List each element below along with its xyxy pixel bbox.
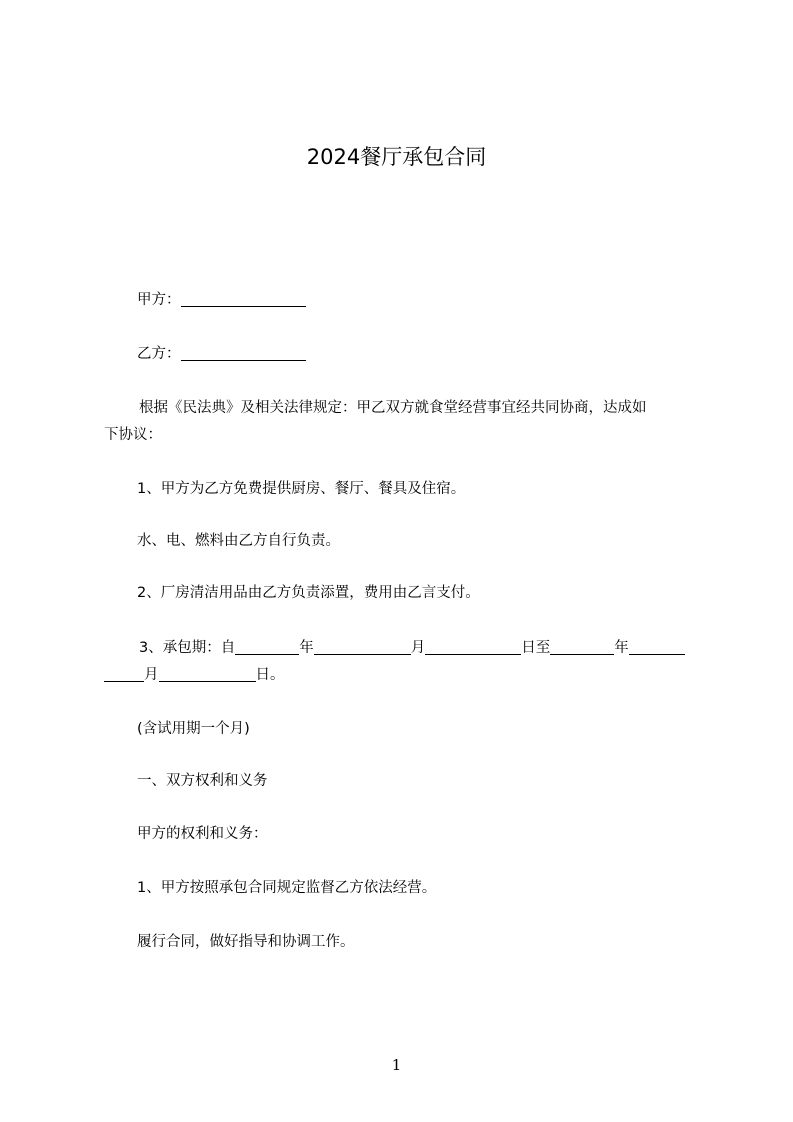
end-month-blank-continued bbox=[104, 667, 144, 683]
intro-line-1: 根据《民法典》及相关法律规定：甲乙双方就食堂经营事宜经共同协商，达成如 bbox=[139, 400, 647, 416]
start-day-to-label: 日至 bbox=[521, 640, 551, 656]
document-title: 2024餐厅承包合同 bbox=[306, 145, 487, 169]
end-year-blank bbox=[550, 640, 614, 656]
clause-2: 2、厂房清洁用品由乙方负责添置，费用由乙言支付。 bbox=[137, 585, 480, 601]
end-day-label: 日。 bbox=[255, 667, 285, 683]
end-year-label: 年 bbox=[614, 640, 629, 656]
end-day-blank bbox=[159, 667, 256, 683]
end-month-label: 月 bbox=[144, 667, 159, 683]
party-a-blank bbox=[181, 292, 306, 308]
party-b-line bbox=[104, 339, 737, 369]
start-day-blank bbox=[425, 640, 521, 656]
rights-clause-2: 履行合同，做好指导和协调工作。 bbox=[137, 934, 355, 950]
party-a-rights-heading: 甲方的权利和义务： bbox=[137, 826, 268, 842]
start-month-blank bbox=[314, 640, 411, 656]
term-line-1 bbox=[104, 633, 739, 663]
section-heading-rights: 一、双方权利和义务 bbox=[137, 773, 268, 789]
party-b-label: 乙方： bbox=[137, 346, 181, 362]
intro-line-2: 下协议： bbox=[104, 427, 162, 443]
clause-1: 1、甲方为乙方免费提供厨房、餐厅、餐具及住宿。 bbox=[137, 481, 466, 497]
end-month-blank-start bbox=[629, 640, 685, 656]
term-line-2 bbox=[104, 660, 704, 690]
rights-clause-1: 1、甲方按照承包合同规定监督乙方依法经营。 bbox=[137, 880, 437, 896]
party-b-blank bbox=[181, 346, 306, 362]
start-year-label: 年 bbox=[299, 640, 314, 656]
utilities-clause: 水、电、燃料由乙方自行负责。 bbox=[137, 533, 340, 549]
party-a-label: 甲方： bbox=[137, 292, 181, 308]
start-year-blank bbox=[235, 640, 299, 656]
start-month-label: 月 bbox=[410, 640, 426, 656]
party-a-line bbox=[104, 285, 737, 315]
page-number: 1 bbox=[391, 1056, 402, 1074]
term-label: 3、承包期：自 bbox=[139, 640, 236, 656]
trial-note: (含试用期一个月) bbox=[137, 721, 250, 737]
